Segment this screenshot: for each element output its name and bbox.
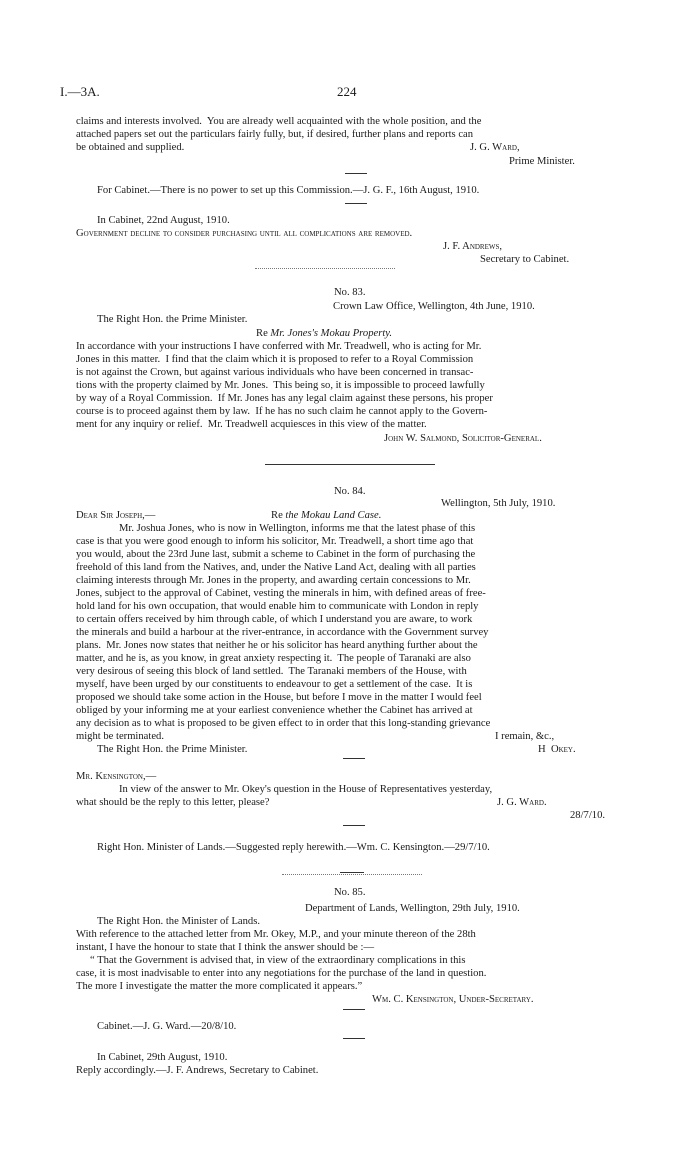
- closing: I remain, &c.,: [495, 731, 555, 742]
- separator-rule: [345, 173, 367, 174]
- body-line: Jones in this matter. I find that the claim which it is proposed to refer to a Royal Commission: [76, 354, 474, 365]
- body-line: might be terminated.: [76, 731, 164, 742]
- document-number: No. 84.: [334, 486, 366, 497]
- section-divider: [265, 464, 435, 465]
- signature: H Okey.: [538, 744, 576, 755]
- re-subject: the Mokau Land Case.: [285, 510, 382, 521]
- body-line: myself, have been urged by our constituents to endeavour to get a settlement of the case. It is: [76, 679, 473, 690]
- separator-rule: [340, 872, 364, 873]
- addressee: Mr. Kensington,—: [76, 771, 157, 782]
- body-line: the minerals and build a harbour at the river-entrance, in accordance with the Government survey: [76, 627, 489, 638]
- cabinet-date: In Cabinet, 22nd August, 1910.: [97, 215, 230, 226]
- body-line: is not against the Crown, but against various individuals who have been concerned in transac-: [76, 367, 474, 378]
- body-line: tions with the property claimed by Mr. Jones. This being so, it is impossible to proceed lawfully: [76, 380, 485, 391]
- re-prefix: Re: [256, 328, 271, 339]
- addressee: The Right Hon. the Minister of Lands.: [97, 916, 261, 927]
- signature-title: Prime Minister.: [509, 156, 575, 167]
- body-line: course is to proceed against them by law. If he has no such claim he cannot apply to the Govern-: [76, 406, 488, 417]
- body-line: claiming interests through Mr. Jones in the property, and awarding certain concessions to Mr.: [76, 575, 471, 586]
- body-line: hold land for his own occupation, that would enable him to communicate with London in reply: [76, 601, 479, 612]
- cabinet-decision: [76, 227, 412, 240]
- body-line: proposed we should take some action in the House, but before I move in the matter I would feel: [76, 692, 482, 703]
- body-line: attached papers set out the particulars fairly fully, but, if desired, further plans and reports can: [76, 129, 474, 140]
- body-line: ment for any inquiry or relief. Mr. Treadwell acquiesces in this view of the matter.: [76, 419, 427, 430]
- addressee: The Right Hon. the Prime Minister.: [97, 314, 248, 325]
- body-line: case, it is most inadvisable to enter into any negotiations for the purchase of the land in question.: [76, 968, 487, 979]
- document-number: No. 85.: [334, 887, 366, 898]
- salutation: Dear Sir Joseph,—: [76, 510, 156, 521]
- separator-rule: [343, 1038, 365, 1039]
- separator-rule: [343, 758, 365, 759]
- separator-rule: [345, 203, 367, 204]
- section-divider: [255, 268, 395, 269]
- body-line: “ That the Government is advised that, in view of the extraordinary complications in this: [90, 955, 466, 966]
- place-date: Crown Law Office, Wellington, 4th June, 1910.: [333, 301, 535, 312]
- body-line: Mr. Joshua Jones, who is now in Wellington, informs me that the latest phase of this: [119, 523, 476, 534]
- separator-rule: [343, 1009, 365, 1010]
- place-date: Wellington, 5th July, 1910.: [441, 498, 556, 509]
- body-line: The more I investigate the matter the more complicated it appears.”: [76, 981, 363, 992]
- body-line: claims and interests involved. You are already well acquainted with the whole position, and the: [76, 116, 482, 127]
- body-line: Jones, subject to the approval of Cabinet, vesting the minerals in him, with defined areas of free-: [76, 588, 486, 599]
- signature: J. F. Andrews,: [443, 241, 503, 252]
- signature: J. G. Ward,: [470, 142, 520, 153]
- page-number: 224: [337, 84, 357, 99]
- re-subject: Mr. Jones's Mokau Property.: [270, 328, 393, 339]
- minister-note: Right Hon. Minister of Lands.—Suggested reply herewith.—Wm. C. Kensington.—29/7/10.: [97, 842, 490, 853]
- separator-rule: [343, 825, 365, 826]
- cabinet-decision: Reply accordingly.—J. F. Andrews, Secretary to Cabinet.: [76, 1065, 319, 1076]
- body-line: what should be the reply to this letter, please?: [76, 797, 270, 808]
- signature: J. G. Ward.: [497, 797, 547, 808]
- body-line: you would, about the 23rd June last, submit a scheme to Cabinet in the form of purchasing the: [76, 549, 476, 560]
- addressee: The Right Hon. the Prime Minister.: [97, 744, 248, 755]
- body-line: matter, and he is, as you know, in great anxiety respecting it. The people of Taranaki are also: [76, 653, 471, 664]
- note-date: 28/7/10.: [570, 810, 606, 821]
- cabinet-date: In Cabinet, 29th August, 1910.: [97, 1052, 228, 1063]
- body-line: In accordance with your instructions I have conferred with Mr. Treadwell, who is acting for Mr.: [76, 341, 482, 352]
- place-date: Department of Lands, Wellington, 29th July, 1910.: [305, 903, 520, 914]
- cabinet-note: Cabinet.—J. G. Ward.—20/8/10.: [97, 1021, 237, 1032]
- body-line: by way of a Royal Commission. If Mr. Jones has any legal claim against these persons, his proper: [76, 393, 493, 404]
- body-line: obliged by your informing me at your earliest convenience whether the Cabinet has arrived at: [76, 705, 473, 716]
- cabinet-note: For Cabinet.—There is no power to set up this Commission.—J. G. F., 16th August, 1910.: [97, 185, 480, 196]
- body-line: any decision as to what is proposed to be given effect to in order that this long-standing grievance: [76, 718, 491, 729]
- body-line: instant, I have the honour to state that I think the answer should be :—: [76, 942, 375, 953]
- body-line: very desirous of seeing this block of land settled. The Taranaki members of the House, with: [76, 666, 467, 677]
- signature: Wm. C. Kensington, Under-Secretary.: [372, 994, 534, 1005]
- body-line: to certain offers received by him through cable, of which I understand you are aware, to work: [76, 614, 473, 625]
- body-line: plans. Mr. Jones now states that neither he or his solicitor has heard anything further about the: [76, 640, 478, 651]
- signature: John W. Salmond, Solicitor-General.: [384, 433, 542, 444]
- body-line: be obtained and supplied.: [76, 142, 185, 153]
- re-line: [256, 327, 392, 340]
- section-divider: [282, 874, 422, 875]
- body-line: case is that you were good enough to inform his solicitor, Mr. Treadwell, a short time ago that: [76, 536, 474, 547]
- body-line: In view of the answer to Mr. Okey's question in the House of Representatives yesterday,: [119, 784, 493, 795]
- body-line: freehold of this land from the Natives, and, under the Native Land Act, dealing with all parties: [76, 562, 476, 573]
- re-line: [271, 509, 381, 522]
- cabinet-decision-text: Government decline to consider purchasing until all complications are removed.: [76, 228, 413, 239]
- re-prefix: Re: [271, 510, 286, 521]
- body-line: With reference to the attached letter from Mr. Okey, M.P., and your minute thereon of the 28th: [76, 929, 476, 940]
- document-number: No. 83.: [334, 287, 366, 298]
- document-reference: I.—3A.: [60, 84, 100, 99]
- signature-title: Secretary to Cabinet.: [480, 254, 570, 265]
